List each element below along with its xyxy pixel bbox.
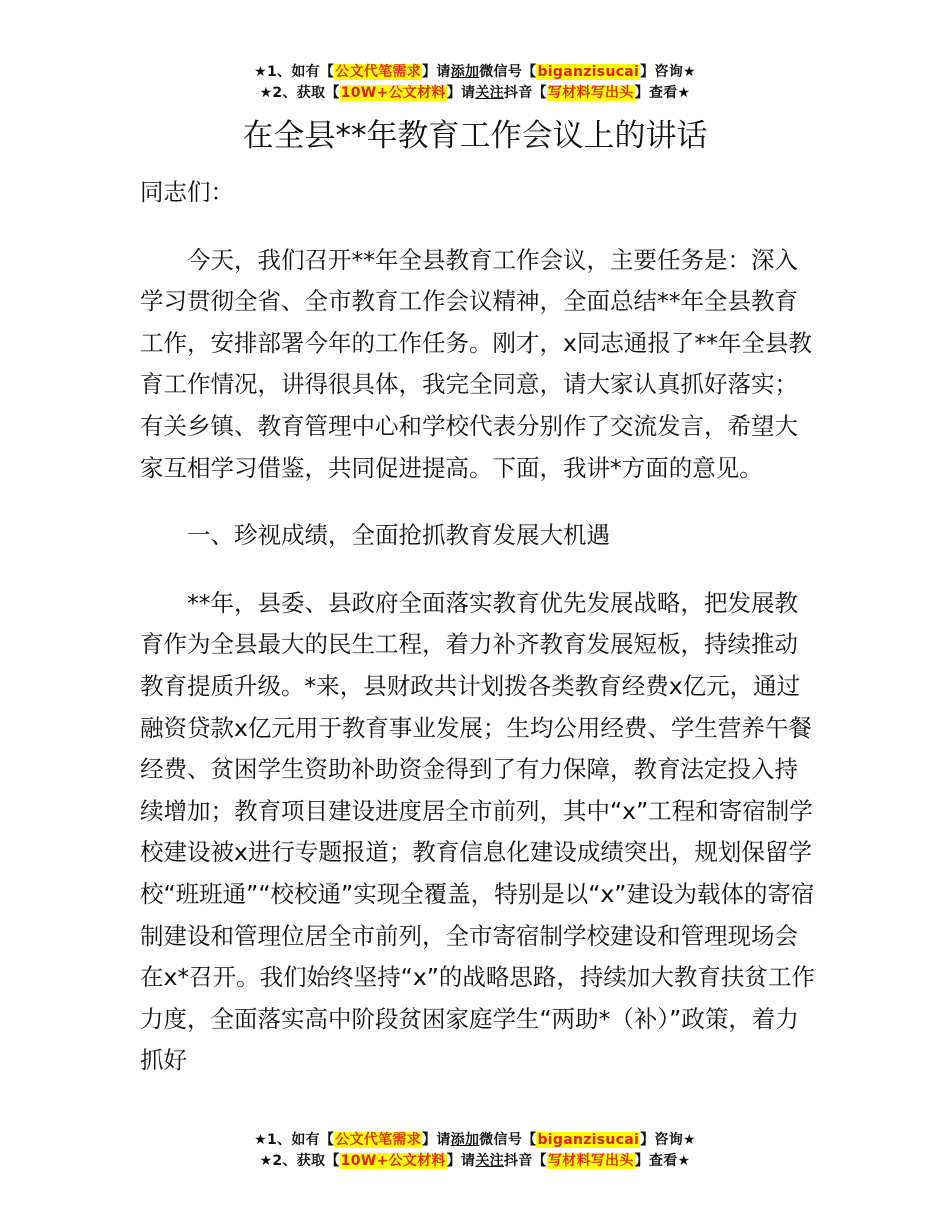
banner-text: 】查看★ xyxy=(634,1153,691,1169)
banner-text: 】咨询★ xyxy=(640,1132,696,1148)
banner-highlight: 10W+公文材料 xyxy=(340,1153,446,1169)
banner-text: 】请 xyxy=(422,64,451,80)
banner-text: 】请 xyxy=(446,1153,476,1169)
banner-text: 】请 xyxy=(422,1132,451,1148)
banner-text: 】查看★ xyxy=(634,85,691,101)
banner-text: ★2、获取【 xyxy=(259,1153,340,1169)
paragraph-intro: 今天，我们召开**年全县教育工作会议，主要任务是：深入学习贯彻全省、全市教育工作会议精神，全面总结**年全县教育工作，安排部署今年的工作任务。刚才，x同志通报了**年全县教育工作情况，讲得很具体，我完全同意，请大家认真抓好落实；有关乡镇、教育管理中心和学校代表分别作了交流发言，希望大家互相学习借鉴，共同促进提高。下面，我讲*方面的意见。 xyxy=(140,245,812,482)
header-banner xyxy=(0,62,950,104)
banner-underline: 添加 xyxy=(450,1132,480,1148)
banner-line-2 xyxy=(0,1151,950,1172)
banner-underline: 添加 xyxy=(450,64,480,80)
banner-highlight: 写材料写出头 xyxy=(547,85,634,101)
banner-text: 抖音【 xyxy=(503,1153,547,1169)
banner-text: 抖音【 xyxy=(503,85,547,101)
banner-text: 】请 xyxy=(446,85,476,101)
banner-line-2 xyxy=(0,83,950,104)
banner-text: ★1、如有【 xyxy=(254,1132,335,1148)
banner-text: 】咨询★ xyxy=(640,64,696,80)
document-body xyxy=(140,172,816,1082)
banner-underline: 关注 xyxy=(475,1153,504,1169)
banner-text: 微信号【 xyxy=(479,1132,537,1148)
banner-underline: 关注 xyxy=(475,85,504,101)
banner-text: 微信号【 xyxy=(479,64,537,80)
banner-text: ★2、获取【 xyxy=(259,85,340,101)
footer-banner xyxy=(0,1130,950,1172)
banner-highlight: biganzisucai xyxy=(537,64,640,80)
banner-highlight: 10W+公文材料 xyxy=(340,85,446,101)
banner-highlight: 写材料写出头 xyxy=(547,1153,634,1169)
paragraph-section-1: **年，县委、县政府全面落实教育优先发展战略，把发展教育作为全县最大的民生工程，着力补齐教育发展短板，持续推动教育提质升级。*来，县财政共计划拨各类教育经费x亿元，通过融资贷款x亿元用于教育事业发展；生均公用经费、学生营养午餐经费、贫困学生资助补助资金得到了有力保障，教育法定投入持续增加；教育项目建设进度居全市前列，其中“x”工程和寄宿制学校建设被x进行专题报道；教育信息化建设成绩突出，规划保留学校“班班通”“校校通”实现全覆盖，特别是以“x”建设为载体的寄宿制建设和管理位居全市前列，全市寄宿制学校建设和管理现场会在x*召开。我们始终坚持“x”的战略思路，持续加大教育扶贫工作力度，全面落实高中阶段贫困家庭学生“两助*（补）”政策，着力抓好 xyxy=(140,588,815,1075)
banner-highlight: 公文代笔需求 xyxy=(335,64,422,80)
salutation: 同志们： xyxy=(140,178,234,206)
document-title: 在全县**年教育工作会议上的讲话 xyxy=(242,118,708,154)
banner-highlight: 公文代笔需求 xyxy=(335,1132,422,1148)
banner-line-1 xyxy=(0,1130,950,1151)
banner-line-1 xyxy=(0,62,950,83)
section-heading-1: 一、珍视成绩，全面抢抓教育发展大机遇 xyxy=(187,521,610,550)
banner-highlight: biganzisucai xyxy=(537,1132,640,1148)
banner-text: ★1、如有【 xyxy=(254,64,335,80)
